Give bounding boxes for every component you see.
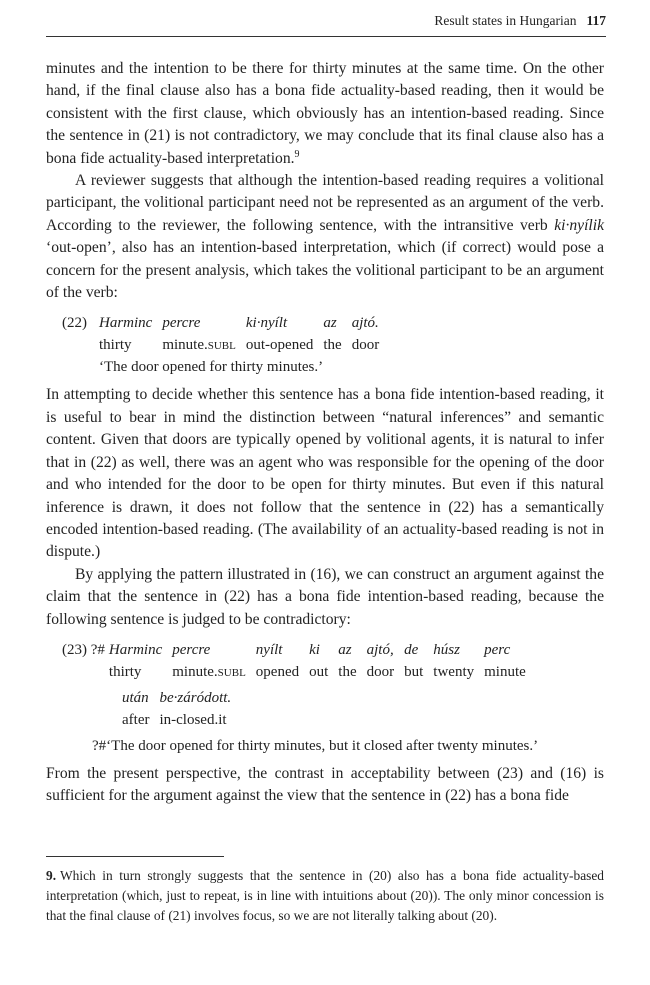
- page-number: 117: [586, 13, 606, 28]
- main-text: [46, 58, 604, 808]
- example-number: (22): [62, 315, 87, 332]
- term-ki-nyilik: ki·nyílik: [554, 216, 604, 234]
- paragraph-1: minutes and the intention to be there for thirty minutes at the same time. On the other hand, if the final clause also has a bona fide actuality-based reading, then it would be consistent with the first clause, which obviously has an intention-based reading. Since the sentence in (21) is not contradictory, we may conclude that its final clause also has a bona fide actuality-based interpretation.$^9$: [46, 60, 604, 167]
- paragraph-5: From the present perspective, the contrast in acceptability between (23) and (16) is sufficient for the argument against the view that the sentence in (22) has a bona fide: [46, 764, 604, 805]
- example-translation: ?#‘The door opened for thirty minutes, but it closed after twenty minutes.’: [92, 737, 539, 754]
- paragraph-4: By applying the pattern illustrated in (16), we can construct an argument against the claim that the sentence in (22) has a bona fide intention-based reading, because the following sentence is judged to be contradictory:: [46, 565, 604, 628]
- footnote-number: 9.: [46, 868, 57, 883]
- example-translation: ‘The door opened for thirty minutes.’: [99, 359, 324, 376]
- footnote-text: Which in turn strongly suggests that the sentence in (20) also has a bona fide actuality-based interpretation (which, just to repeat, is in line with intuitions about (20)). The only minor concession is that the final clause of (21) involves focus, so we are not literally talking about (20).: [46, 868, 604, 923]
- footnote-divider: [46, 856, 224, 857]
- footnote-9: [46, 866, 604, 925]
- example-22: (22) Harminc percre ki·nyílt az ajtó. thirty minute.subl out-opened the door ‘The door opened for thirty minutes.’: [62, 312, 604, 378]
- footnote-ref-9[interactable]: 9: [294, 148, 300, 160]
- paragraph-3: In attempting to decide whether this sentence has a bona fide intention-based reading, it is useful to bear in mind the distinction between “natural inferences” and semantic content. Given that doors are typically opened by volitional agents, it is natural to infer that in (22) as well, there was an agent who was responsible for the opening of the door and who intended for the door to be open for thirty minutes. But even if this natural inference is drawn, it does not follow that the sentence in (22) has a semantically encoded intention-based reading. (The availability of an actuality-based reading is not in dispute.): [46, 386, 604, 561]
- example-number: (23): [62, 641, 87, 658]
- paragraph-2: A reviewer suggests that although the intention-based reading requires a volitional participant, the volitional participant need not be represented as an argument of the verb. According to the reviewer, the following sentence, with the intransitive verb ki·nyílik ‘out-open’, also has an intention-based interpretation, which (if correct) would pose a concern for the present analysis, which takes the volitional participant to be an argument of the verb:: [46, 172, 604, 302]
- running-header: [46, 10, 606, 37]
- example-23: (23) ?# Harminc percre nyílt ki az ajtó, de húsz perc thirty minute.subl opened out the door but twenty minute után be·záródott. after in-closed.it ?#‘The door opened for thirty minutes, but it closed after twenty minutes.’: [62, 639, 604, 757]
- running-title: Result states in Hungarian: [434, 13, 577, 28]
